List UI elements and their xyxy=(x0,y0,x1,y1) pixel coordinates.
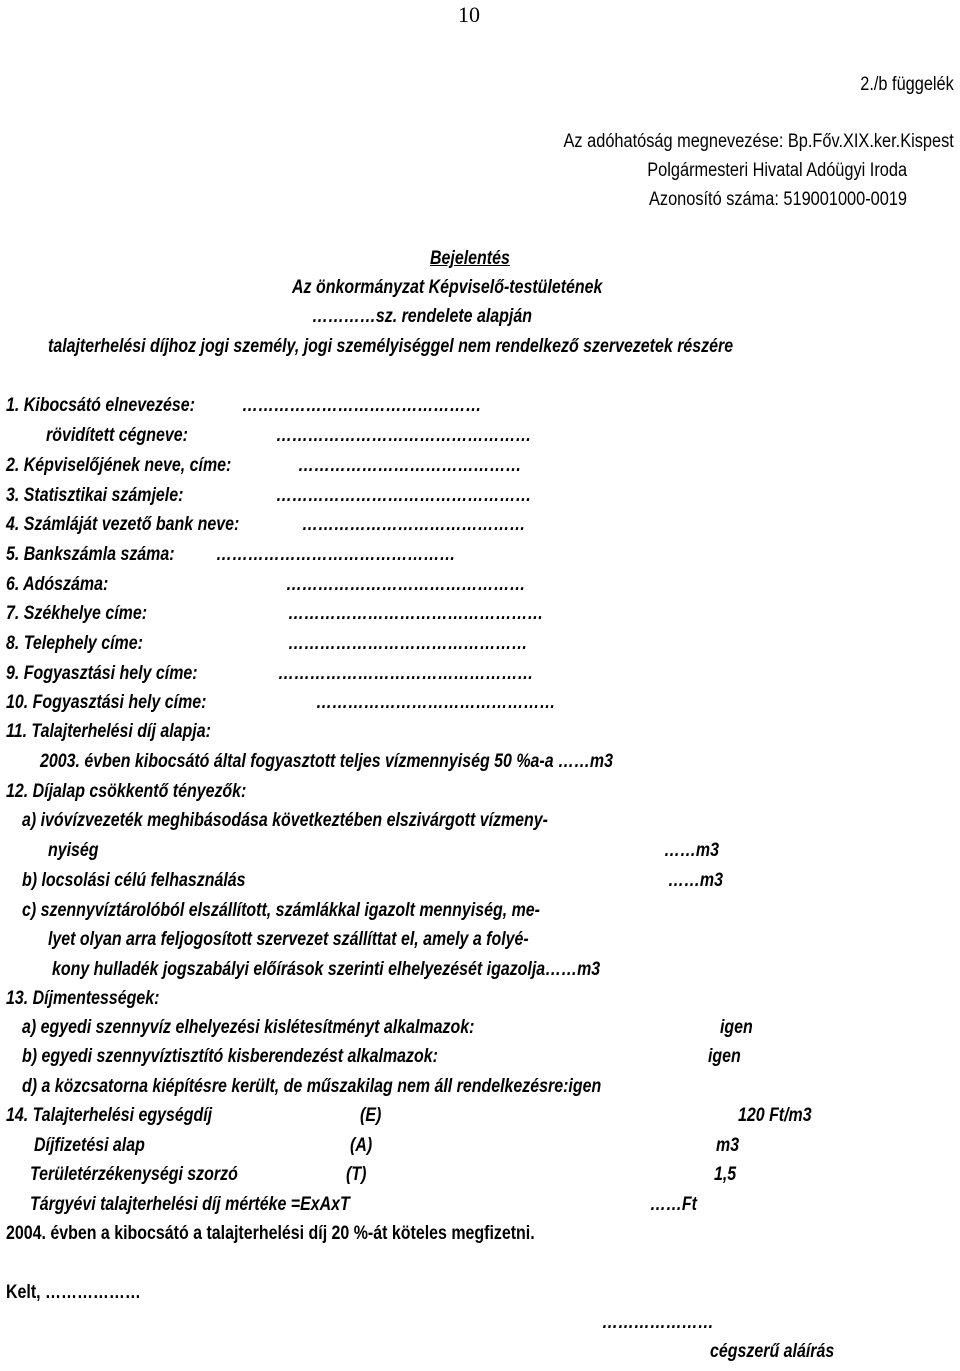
date-field[interactable]: Kelt, ……………… xyxy=(6,1282,141,1303)
exemptions-heading: 13. Díjmentességek: xyxy=(6,988,160,1009)
field-5-input[interactable]: ……………………………………… xyxy=(216,544,456,565)
field-3-input[interactable]: ………………………………………… xyxy=(276,485,532,506)
calc-base-symbol: (A) xyxy=(350,1135,373,1156)
field-4-label: 4. Számláját vezető bank neve: xyxy=(6,514,240,535)
page-number: 10 xyxy=(458,2,480,27)
authority-id: Azonosító száma: 519001000-0019 xyxy=(649,189,907,210)
field-3-label: 3. Statisztikai számjele: xyxy=(6,485,184,506)
calc-unit-rate-value: 120 Ft/m3 xyxy=(738,1105,812,1126)
authority-name-line1: Az adóhatóság megnevezése: Bp.Főv.XIX.ker.Kispest xyxy=(563,131,954,152)
field-1-label: 1. Kibocsátó elnevezése: xyxy=(6,395,195,416)
field-11-label: 11. Talajterhelési díj alapja: xyxy=(6,721,211,742)
reduction-a-line2: nyiség xyxy=(48,840,99,861)
reduction-b-value[interactable]: ……m3 xyxy=(668,870,723,891)
field-8-input[interactable]: ……………………………………… xyxy=(288,633,528,654)
field-11-text: 2003. évben kibocsátó által fogyasztott teljes vízmennyiség 50 %a-a ……m3 xyxy=(40,751,614,772)
calc-multiplier-label: Területérzékenységi szorzó xyxy=(30,1164,238,1185)
reduction-a-line1: a) ivóvízvezeték meghibásodása következtében elszivárgott vízmeny- xyxy=(22,810,548,831)
field-7-label: 7. Székhelye címe: xyxy=(6,603,148,624)
exemption-a-line: a) egyedi szennyvíz elhelyezési kislétesítményt alkalmazok: xyxy=(22,1017,475,1038)
field-2-input[interactable]: …………………………………… xyxy=(298,455,522,476)
exemption-a-value[interactable]: igen xyxy=(720,1017,753,1038)
reduction-c-line2: lyet olyan arra feljogosított szervezet szállíttat el, amely a folyé- xyxy=(48,929,529,950)
calc-unit-rate-label: 14. Talajterhelési egységdíj xyxy=(6,1105,213,1126)
field-8-label: 8. Telephely címe: xyxy=(6,633,143,654)
field-5-label: 5. Bankszámla száma: xyxy=(6,544,175,565)
payment-note: 2004. évben a kibocsátó a talajterhelési díj 20 %-át köteles megfizetni. xyxy=(6,1223,535,1244)
signature-label: cégszerű aláírás xyxy=(710,1341,835,1362)
calc-base-label: Díjfizetési alap xyxy=(34,1135,145,1156)
calc-multiplier-symbol: (T) xyxy=(346,1164,367,1185)
field-2-label: 2. Képviselőjének neve, címe: xyxy=(6,455,232,476)
reductions-heading: 12. Díjalap csökkentő tényezők: xyxy=(6,781,247,802)
field-1-input[interactable]: ……………………………………… xyxy=(242,395,482,416)
field-9-label: 9. Fogyasztási hely címe: xyxy=(6,663,198,684)
title-line2: …………sz. rendelete alapján xyxy=(312,306,532,327)
calc-base-value[interactable]: m3 xyxy=(716,1135,740,1156)
reduction-b-line: b) locsolási célú felhasználás xyxy=(22,870,246,891)
authority-name-line2: Polgármesteri Hivatal Adóügyi Iroda xyxy=(647,160,907,181)
signature-dots[interactable]: ………………… xyxy=(602,1312,714,1333)
field-10-label: 10. Fogyasztási hely címe: xyxy=(6,692,207,713)
field-1b-input[interactable]: ………………………………………… xyxy=(276,425,532,446)
field-1b-label: rövidített cégneve: xyxy=(46,425,188,446)
reduction-a-value[interactable]: ……m3 xyxy=(664,840,719,861)
reduction-c-line3: kony hulladék jogszabályi előírások szerinti elhelyezését igazolja……m3 xyxy=(52,959,601,980)
field-9-input[interactable]: ………………………………………… xyxy=(278,663,534,684)
form-title: Bejelentés xyxy=(430,248,510,269)
title-line1: Az önkormányzat Képviselő-testületének xyxy=(292,277,603,298)
field-6-label: 6. Adószáma: xyxy=(6,574,109,595)
exemption-d-line: d) a közcsatorna kiépítésre került, de műszakilag nem áll rendelkezésre:igen xyxy=(22,1076,602,1097)
field-6-input[interactable]: ……………………………………… xyxy=(286,574,526,595)
exemption-b-line: b) egyedi szennyvíztisztító kisberendezést alkalmazok: xyxy=(22,1046,438,1067)
field-10-input[interactable]: ……………………………………… xyxy=(316,692,556,713)
field-7-input[interactable]: ………………………………………… xyxy=(288,603,544,624)
calc-annual-fee-label: Tárgyévi talajterhelési díj mértéke =ExAxT xyxy=(30,1194,350,1215)
exemption-b-value[interactable]: igen xyxy=(708,1046,741,1067)
title-line3: talajterhelési díjhoz jogi személy, jogi személyiséggel nem rendelkező szervezetek részére xyxy=(48,336,734,357)
calc-annual-fee-value[interactable]: ……Ft xyxy=(650,1194,697,1215)
appendix-label: 2./b függelék xyxy=(860,74,954,95)
calc-multiplier-value: 1,5 xyxy=(714,1164,737,1185)
field-4-input[interactable]: …………………………………… xyxy=(302,514,526,535)
calc-unit-rate-symbol: (E) xyxy=(360,1105,382,1126)
reduction-c-line1: c) szennyvíztárolóból elszállított, számlákkal igazolt mennyiség, me- xyxy=(22,900,540,921)
